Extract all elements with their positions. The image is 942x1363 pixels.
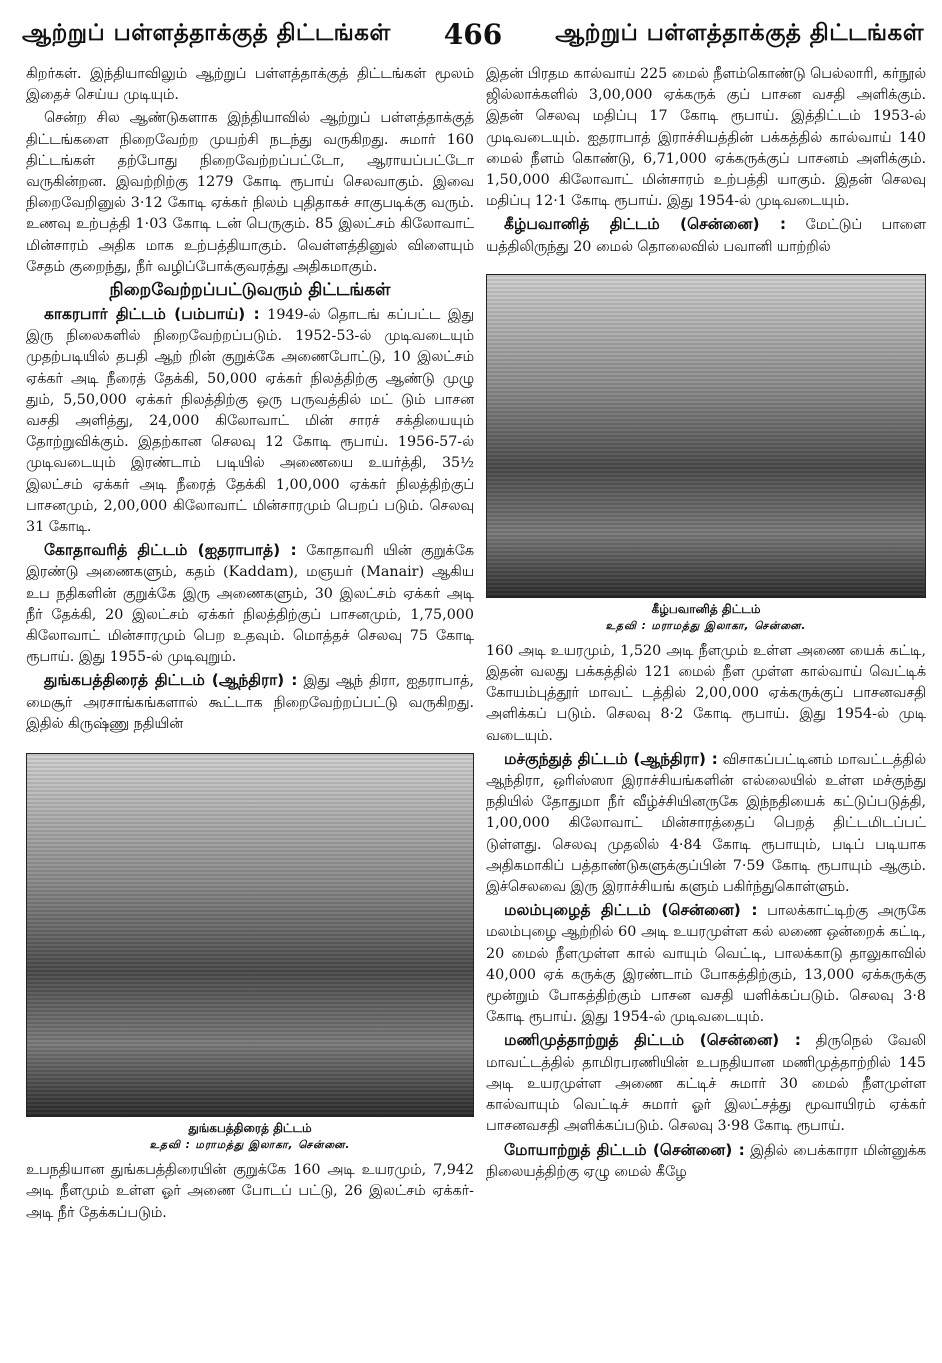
paragraph: இதில் பைக்காரா மின்னுக்க நிலையத்திற்கு ஏழு மைல் கீழே xyxy=(486,1142,927,1180)
paragraph: விசாகப்பட்டினம் மாவட்டத்தில் ஆந்திரா, ஒரிஸ்ஸா இராச்சியங்களின் எல்லையில் உள்ள மச்குந்து நதியில் தோதுமா நீர் வீழ்ச்சியினருகே இந்நதியைக் கட்டுப்படுத்தி, 1,00,000 கிலோவாட் மின்சாரத்தைப் பெறத் திட்டமிடப்பட் டுள்ளது. செலவு முதலில் 4·84 கோடி ரூபாயும், படிப் படியாக அதிகமாகிப் பத்தாண்டுகளுக்குப்பின் 7·59 கோடி ரூபாயும் ஆகும். இச்செலவை இரு இராச்சியங் களும் பகிர்ந்துகொள்ளும். xyxy=(486,751,926,896)
project-heading: மணிமுத்தாற்றுத் திட்டம் (சென்னை) : xyxy=(504,1031,801,1050)
project-heading: காகரபார் திட்டம் (பம்பாய்) : xyxy=(44,305,260,324)
project-heading: மச்குந்துத் திட்டம் (ஆந்திரா) : xyxy=(504,749,718,768)
photo-credit: உதவி : மராமத்து இலாகா, சென்னை. xyxy=(605,619,807,632)
left-column xyxy=(26,64,474,1226)
page-header xyxy=(22,8,924,60)
running-title-right: ஆற்றுப் பள்ளத்தாக்குத் திட்டங்கள் xyxy=(555,19,924,46)
photo-caption: துங்கபத்திரைத் திட்டம் xyxy=(188,1121,312,1136)
paragraph: பாலக்காட்டிற்கு அருகே மலம்புழை ஆற்றில் 60 அடி உயரமுள்ள கல் லணை ஒன்றைக் கட்டி, 20 மைல் நீளமுள்ள கால் வாயும் வெட்டி, பாலக்காடு தாலுகாவில் 40,000 ஏக் கருக்கு இரண்டாம் போகத்திற்கும், 13,000 ஏக்கருக்கு மூன்றும் போகத்திற்கும் பாசன வசதி யளிக்கப்படும். செலவு 3·8 கோடி ரூபாய். இது 1954-ல் முடிவடையும். xyxy=(486,903,927,1026)
paragraph: இது ஆந் திரா, ஐதராபாத், மைசூர் அரசாங்கங்களால் கூட்டாக நிறைவேற்றப்பட்டு வருகிறது. இதில் கிருஷ்ணு நதியின் xyxy=(26,673,474,732)
photo-caption: கீழ்பவானித் திட்டம் xyxy=(651,601,761,616)
paragraph: இதன் பிரதம கால்வாய் 225 மைல் நீளம்கொண்டு பெல்லாரி, கர்நூல் ஜில்லாக்களில் 3,00,000 ஏக்கருக் குப் பாசன வசதி அளிக்கும். இதன் செலவு மதிப்பு 17 கோடி ரூபாய். இத்திட்டம் 1953-ல் முடிவடையும். ஐதராபாத் இராச்சியத்தின் பக்கத்தில் கால்வாய் 140 மைல் நீளம் கொண்டு, 6,71,000 ஏக்கருக்குப் பாசனம் அளிக்கும். 1,50,000 கிலோவாட் மின்சாரம் உற்பத்தி யாகும். இதன் செலவு மதிப்பு 12·1 கோடி ரூபாய். இது 1954-ல் முடிவடையும். xyxy=(486,66,926,210)
paragraph: கிறர்கள். இந்தியாவிலும் ஆற்றுப் பள்ளத்தாக்குத் திட்டங்கள் மூலம் இதைச் செய்ய முடியும். xyxy=(26,66,474,104)
page-number: 466 xyxy=(443,17,503,51)
project-heading: மலம்புழைத் திட்டம் (சென்னை) : xyxy=(504,901,758,920)
photo-tungabhadra-dam xyxy=(26,753,474,1117)
project-heading: மோயாற்றுத் திட்டம் (சென்னை) : xyxy=(504,1140,745,1159)
paragraph: சென்ற சில ஆண்டுகளாக இந்தியாவில் ஆற்றுப் பள்ளத்தாக்குத் திட்டங்களை நிறைவேற்ற முயற்சி நடந்து வருகிறது. சுமார் 160 திட்டங்கள் தற்போது நிறைவேற்றப்பட்டோ, ஆராயப்பட்டோ வருகின்றன. இவற்றிற்கு 1279 கோடி ரூபாய் செலவாகும். இவை நிறைவேறினுல் 3·12 கோடி ஏக்கர் நிலம் புதிதாகச் சாகுபடிக்கு வரும். உணவு உற்பத்தி 1·03 கோடி டன் பெருகும். 85 இலட்சம் கிலோவாட் மின்சாரம் அதிக மாக உற்பத்தியாகும். வெள்ளத்தினுல் விளையும் சேதம் குறைந்து, நீர் வழிப்போக்குவரத்து அதிகமாகும். xyxy=(26,110,474,275)
project-heading: துங்கபத்திரைத் திட்டம் (ஆந்திரா) : xyxy=(44,671,298,690)
running-title-left: ஆற்றுப் பள்ளத்தாக்குத் திட்டங்கள் xyxy=(22,19,391,46)
right-column xyxy=(486,64,926,1185)
paragraph: திருநெல் வேலி மாவட்டத்தில் தாமிரபரணியின் உபநதியான மணிமுத்தாற்றில் 145 அடி உயரமுள்ள அணை கட்டிச் சுமார் 30 மைல் நீளமுள்ள கால்வாயும் வெட்டிச் சுமார் ஓர் இலட்சத்து மூவாயிரம் ஏக்கர் பாசனவசதி அளிக்கப்படும். செலவு 3·98 கோடி ரூபாய். xyxy=(486,1033,927,1135)
section-heading: நிறைவேற்றப்பட்டுவரும் திட்டங்கள் xyxy=(109,280,391,301)
project-heading: கீழ்பவானித் திட்டம் (சென்னை) : xyxy=(504,215,787,234)
photo-lower-bhavani-dam xyxy=(486,274,926,598)
paragraph: மேட்டுப் பாளை யத்திலிருந்து 20 மைல் தொலைவில் பவானி யாற்றில் xyxy=(486,217,926,255)
paragraph: 160 அடி உயரமும், 1,520 அடி நீளமும் உள்ள அணை யைக் கட்டி, இதன் வலது பக்கத்தில் 121 மைல் நீள முள்ள கால்வாய் வெட்டிக் கோயம்புத்தூர் மாவட் டத்தில் 2,00,000 ஏக்கருக்குப் பாசனவசதி அளிக்கப் படும். செலவு 8·2 கோடி ரூபாய். இது 1954-ல் முடி வடையும். xyxy=(486,642,926,744)
paragraph: கோதாவரி யின் குறுக்கே இரண்டு அணைகளும், கதம் (Kaddam), மஞயர் (Manair) ஆகிய உப நதிகளின் குறுக்கே இரு அணைகளும், 30 இலட்சம் ஏக்கர் அடி நீர் தேக்கி, 20 இலட்சம் ஏக்கர் நிலத்திற்குப் பாசனமும், 1,75,000 கிலோவாட் மின்சாரமும் பெற உதவும். மொத்தச் செலவு 75 கோடி ரூபாய். இது 1955-ல் முடிவுறும். xyxy=(26,543,474,666)
photo-credit: உதவி : மராமத்து இலாகா, சென்னை. xyxy=(149,1139,351,1152)
paragraph: உபநதியான துங்கபத்திரையின் குறுக்கே 160 அடி உயரமும், 7,942 அடி நீளமும் உள்ள ஓர் அணை போடப் பட்டு, 26 இலட்சம் ஏக்கர்-அடி நீர் தேக்கப்படும். xyxy=(26,1162,474,1221)
paragraph: 1949-ல் தொடங் கப்பட்ட இது இரு நிலைகளில் நிறைவேற்றப்படும். 1952-53-ல் முடிவடையும் முதற்படியில் தபதி ஆற் றின் குறுக்கே அணைபோட்டு, 10 இலட்சம் ஏக்கர் அடி நீரைத் தேக்கி, 50,000 ஏக்கர் நிலத்திற்கு ஆண்டு முழு தும், 5,50,000 ஏக்கர் நிலத்திற்கு ஒரு பருவத்தில் மட் டும் பாசன வசதி அளித்து, 24,000 கிலோவாட் மின் சாரச் சக்தியையும் தோற்றுவிக்கும். இதற்கான செலவு 12 கோடி ரூபாய். 1956-57-ல் முடிவடையும் இரண்டாம் படியில் அணையை உயர்த்தி, 35½ இலட்சம் ஏக்கர் அடி நீரைத் தேக்கி 1,00,000 ஏக்கர் நிலத்திற்குப் பாசனமும், 2,00,000 கிலோவாட் மின்சாரமும் பெறப் படும். செலவு 31 கோடி. xyxy=(26,307,475,536)
project-heading: கோதாவரித் திட்டம் (ஐதராபாத்) : xyxy=(44,541,297,560)
